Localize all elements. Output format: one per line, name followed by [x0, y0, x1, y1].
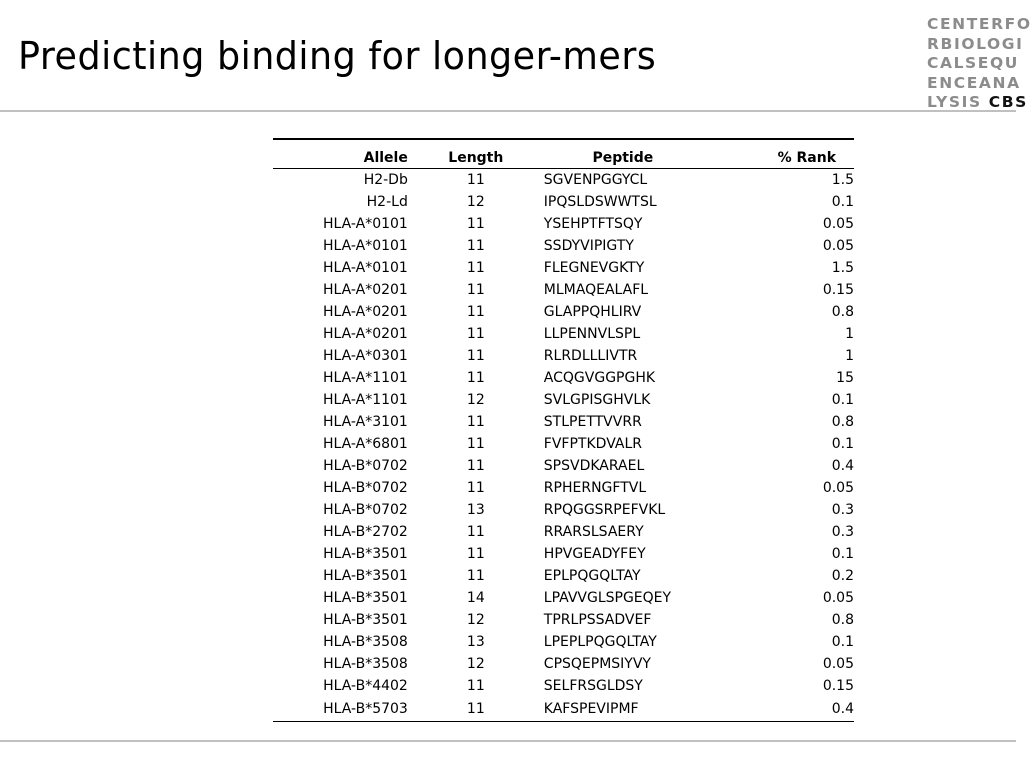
table-row [273, 477, 854, 499]
header-peptide: Peptide [592, 150, 654, 166]
cell-allele: HLA-B*3501 [323, 612, 408, 628]
cell-length: 12 [466, 392, 485, 408]
cell-length: 11 [466, 546, 485, 562]
cell-length: 11 [466, 282, 485, 298]
cell-length: 12 [466, 656, 485, 672]
cell-allele: HLA-B*3508 [323, 656, 408, 672]
table-row [273, 213, 854, 235]
cell-length: 11 [466, 568, 485, 584]
cell-rank: 0.05 [822, 590, 854, 606]
cell-length: 11 [466, 436, 485, 452]
cell-rank: 1.5 [831, 260, 854, 276]
cell-peptide: YSEHPTFTSQY [543, 216, 643, 232]
binding-table [273, 138, 854, 722]
logo-line: CENTERFO [927, 15, 1032, 33]
cell-allele: HLA-A*1101 [322, 370, 408, 386]
table-row [273, 279, 854, 301]
cell-peptide: FVFPTKDVALR [543, 436, 642, 452]
cell-length: 11 [466, 304, 485, 320]
cell-allele: HLA-B*0702 [323, 458, 408, 474]
header-rank: % Rank [777, 150, 836, 166]
cell-peptide: IPQSLDSWWTSL [543, 194, 657, 210]
cell-allele: HLA-A*6801 [322, 436, 408, 452]
cell-allele: HLA-B*3508 [323, 634, 408, 650]
cell-length: 11 [466, 458, 485, 474]
cell-peptide: RPQGGSRPEFVKL [543, 502, 666, 518]
cell-peptide: STLPETTVVRR [543, 414, 642, 430]
cell-rank: 0.15 [822, 282, 854, 298]
cell-allele: HLA-A*3101 [322, 414, 408, 430]
cell-length: 11 [466, 480, 485, 496]
cell-length: 11 [466, 524, 485, 540]
cell-length: 11 [466, 370, 485, 386]
table-row [273, 433, 854, 455]
table-row [273, 543, 854, 565]
table-row [273, 323, 854, 345]
cell-allele: HLA-A*0201 [322, 304, 408, 320]
table-row [273, 521, 854, 543]
cell-allele: HLA-A*0301 [322, 348, 408, 364]
table-row [273, 367, 854, 389]
cell-rank: 0.1 [831, 194, 854, 210]
table-row [273, 411, 854, 433]
table-row [273, 697, 854, 722]
cell-rank: 0.8 [831, 612, 854, 628]
table-row [273, 609, 854, 631]
cbs-logo [927, 15, 1032, 113]
cell-peptide: RLRDLLLIVTR [543, 348, 638, 364]
cell-length: 12 [466, 194, 485, 210]
logo-line: RBIOLOGI [927, 34, 1024, 53]
cell-length: 11 [466, 701, 485, 717]
cell-peptide: SVLGPISGHVLK [543, 392, 651, 408]
table-row [273, 345, 854, 367]
cell-allele: HLA-A*0101 [322, 216, 408, 232]
cell-rank: 1 [845, 326, 854, 342]
cell-length: 11 [466, 348, 485, 364]
table-row [273, 631, 854, 653]
cell-allele: HLA-B*2702 [323, 524, 408, 540]
logo-line: ENCEANA [927, 73, 1021, 92]
cell-rank: 0.8 [831, 414, 854, 430]
cell-allele: HLA-A*1101 [322, 392, 408, 408]
cell-rank: 0.3 [831, 502, 854, 518]
cell-allele: H2-Ld [366, 194, 408, 210]
table-row [273, 301, 854, 323]
table-row [273, 169, 854, 192]
cell-length: 13 [466, 634, 485, 650]
cell-peptide: LPAVVGLSPGEQEY [543, 590, 672, 606]
cell-peptide: EPLPQGQLTAY [543, 568, 641, 584]
cell-peptide: MLMAQEALAFL [543, 282, 649, 298]
cell-length: 11 [466, 414, 485, 430]
table-row [273, 587, 854, 609]
cell-peptide: LPEPLPQGQLTAY [543, 634, 657, 650]
cell-allele: HLA-A*0101 [322, 260, 408, 276]
cell-rank: 0.4 [831, 458, 854, 474]
cell-length: 11 [466, 326, 485, 342]
cell-peptide: SGVENPGGYCL [543, 172, 648, 188]
table-row [273, 675, 854, 697]
cell-rank: 0.05 [822, 238, 854, 254]
cell-peptide: SELFRSGLDSY [543, 678, 643, 694]
cell-length: 11 [466, 216, 485, 232]
cell-length: 14 [466, 590, 485, 606]
logo-line: CALSEQU [927, 54, 1019, 72]
cell-peptide: ACQGVGGPGHK [543, 370, 656, 386]
table-header-row [273, 139, 854, 169]
cell-peptide: FLEGNEVGKTY [543, 260, 645, 276]
header-length: Length [448, 150, 504, 166]
table-row [273, 499, 854, 521]
cell-peptide: SSDYVIPIGTY [543, 238, 634, 254]
cell-allele: H2-Db [363, 172, 408, 188]
cell-allele: HLA-B*3501 [323, 546, 408, 562]
header-allele: Allele [363, 150, 408, 166]
cell-rank: 0.1 [831, 392, 854, 408]
cell-rank: 0.2 [831, 568, 854, 584]
cell-peptide: LLPENNVLSPL [543, 326, 641, 342]
cell-peptide: KAFSPEVIPMF [543, 701, 639, 717]
cell-allele: HLA-B*0702 [323, 502, 408, 518]
slide-title: Predicting binding for longer-mers [18, 34, 657, 78]
top-divider [0, 110, 1016, 112]
cell-peptide: TPRLPSSADVEF [543, 612, 652, 628]
cell-allele: HLA-B*5703 [323, 701, 408, 717]
cell-rank: 0.1 [831, 546, 854, 562]
cell-peptide: RPHERNGFTVL [543, 480, 647, 496]
cell-allele: HLA-A*0201 [322, 326, 408, 342]
cell-length: 11 [466, 238, 485, 254]
cell-peptide: RRARSLSAERY [543, 524, 644, 540]
cell-length: 11 [466, 172, 485, 188]
cell-rank: 0.3 [831, 524, 854, 540]
cell-length: 13 [466, 502, 485, 518]
cell-rank: 1 [845, 348, 854, 364]
cell-peptide: SPSVDKARAEL [543, 458, 645, 474]
cell-rank: 0.1 [831, 436, 854, 452]
bottom-divider [0, 740, 1016, 742]
cell-rank: 0.8 [831, 304, 854, 320]
cell-allele: HLA-B*3501 [323, 568, 408, 584]
cell-rank: 0.05 [822, 480, 854, 496]
cell-peptide: GLAPPQHLIRV [543, 304, 642, 320]
cell-peptide: HPVGEADYFEY [543, 546, 646, 562]
cell-rank: 0.05 [822, 656, 854, 672]
cell-allele: HLA-A*0101 [322, 238, 408, 254]
cell-length: 12 [466, 612, 485, 628]
table-row [273, 653, 854, 675]
cell-rank: 0.05 [822, 216, 854, 232]
table-row [273, 191, 854, 213]
table-row [273, 565, 854, 587]
table-row [273, 257, 854, 279]
cell-allele: HLA-A*0201 [322, 282, 408, 298]
cell-allele: HLA-B*0702 [323, 480, 408, 496]
cell-rank: 0.15 [822, 678, 854, 694]
table-row [273, 389, 854, 411]
table-row [273, 455, 854, 477]
cell-length: 11 [466, 678, 485, 694]
table-row [273, 235, 854, 257]
cell-allele: HLA-B*4402 [323, 678, 408, 694]
cell-peptide: CPSQEPMSIYVY [543, 656, 651, 672]
cell-rank: 0.1 [831, 634, 854, 650]
cell-allele: HLA-B*3501 [323, 590, 408, 606]
cell-length: 11 [466, 260, 485, 276]
cell-rank: 0.4 [831, 701, 854, 717]
logo-cbs: CBS [988, 93, 1028, 111]
cell-rank: 15 [836, 370, 854, 386]
logo-line: LYSIS [927, 93, 989, 111]
cell-rank: 1.5 [831, 172, 854, 188]
